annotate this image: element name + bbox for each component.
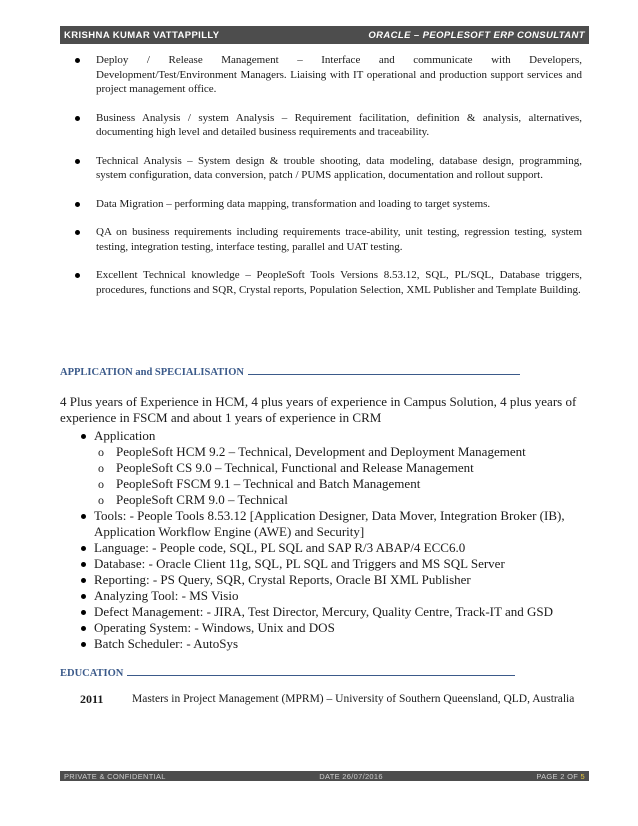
application-sub-list — [98, 444, 585, 508]
header-role: ORACLE – PEOPLESOFT ERP CONSULTANT — [368, 29, 585, 41]
experience-bullet-list — [70, 53, 582, 311]
experience-bullet: Data Migration – performing data mapping, transformation and loading to target systems. — [70, 197, 582, 212]
skill-item: Language: - People code, SQL, PL SQL and SAP R/3 ABAP/4 ECC6.0 — [78, 540, 585, 556]
education-year: 2011 — [80, 692, 104, 706]
application-sub-item: o PeopleSoft HCM 9.2 – Technical, Development and Deployment Management — [98, 444, 585, 460]
experience-bullet: Technical Analysis – System design & trouble shooting, data modeling, database design, programming, system configuration, data conversion, patch / PUMS application, documentation and rollout support. — [70, 154, 582, 183]
application-sub-item: o PeopleSoft CS 9.0 – Technical, Functional and Release Management — [98, 460, 585, 476]
education-section-title-text: EDUCATION — [60, 668, 124, 679]
education-section-title — [60, 668, 520, 679]
application-item — [78, 428, 585, 444]
application-sub-item: o PeopleSoft CRM 9.0 – Technical — [98, 492, 585, 508]
header-bar — [60, 26, 589, 44]
skill-item: Operating System: - Windows, Unix and DOS — [78, 620, 585, 636]
skill-item: Tools: - People Tools 8.53.12 [Application Designer, Data Mover, Integration Broker (IB), Application Workflow Engine (AWE) and Security] — [78, 508, 585, 540]
application-section-title — [60, 367, 520, 378]
application-intro: 4 Plus years of Experience in HCM, 4 plus years of experience in Campus Solution, 4 plus years of experience in FSCM and about 1 years of experience in CRM — [60, 394, 577, 425]
education-entry — [80, 692, 585, 707]
application-section — [60, 394, 585, 652]
footer-page-prefix: PAGE 2 OF — [536, 771, 579, 781]
experience-bullet: Business Analysis / system Analysis – Requirement facilitation, definition & analysis, alternatives, documenting high level and detailed business requirements and traceability. — [70, 111, 582, 140]
footer-confidential: PRIVATE & CONFIDENTIAL — [64, 771, 166, 781]
skill-item: Defect Management: - JIRA, Test Director, Mercury, Quality Centre, Track-IT and GSD — [78, 604, 585, 620]
footer-page-total: 5 — [580, 771, 585, 781]
footer-date: DATE 26/07/2016 — [319, 771, 383, 781]
experience-bullet: Excellent Technical knowledge – PeopleSoft Tools Versions 8.53.12, SQL, PL/SQL, Database triggers, procedures, functions and SQR, Crystal reports, Population Selection, XML Publisher and Template Building. — [70, 268, 582, 297]
application-section-title-text: APPLICATION and SPECIALISATION — [60, 367, 244, 378]
application-list — [78, 428, 585, 652]
section-rule — [127, 675, 515, 676]
section-rule — [248, 374, 520, 375]
skill-item: Analyzing Tool: - MS Visio — [78, 588, 585, 604]
application-label: Application — [94, 428, 156, 443]
education-description: Masters in Project Management (MPRM) – University of Southern Queensland, QLD, Australia — [132, 693, 575, 705]
header-name: KRISHNA KUMAR VATTAPPILLY — [64, 29, 220, 41]
experience-bullet: Deploy / Release Management – Interface and communicate with Developers, Development/Test/Environment Managers. Liaising with IT operational and production support services and project management office. — [70, 53, 582, 97]
skill-item: Batch Scheduler: - AutoSys — [78, 636, 585, 652]
footer-bar — [60, 771, 589, 781]
experience-bullet: QA on business requirements including requirements trace-ability, unit testing, regression testing, system testing, integration testing, interface testing, parallel and UAT testing. — [70, 225, 582, 254]
skill-item: Database: - Oracle Client 11g, SQL, PL SQL and Triggers and MS SQL Server — [78, 556, 585, 572]
skill-item: Reporting: - PS Query, SQR, Crystal Reports, Oracle BI XML Publisher — [78, 572, 585, 588]
footer-page — [536, 772, 585, 781]
application-sub-item: o PeopleSoft FSCM 9.1 – Technical and Batch Management — [98, 476, 585, 492]
